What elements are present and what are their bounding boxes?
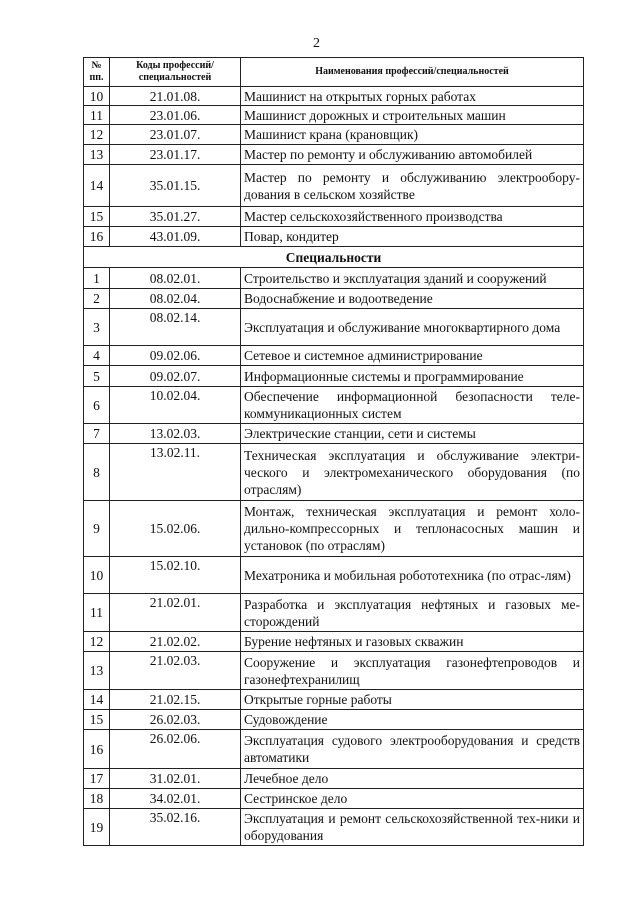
row-name: Эксплуатация и обслуживание многоквартирного дома <box>241 309 584 346</box>
row-number: 11 <box>84 106 110 125</box>
row-number: 10 <box>84 557 110 594</box>
row-number: 16 <box>84 227 110 247</box>
row-number: 15 <box>84 207 110 227</box>
professions-table <box>83 57 584 846</box>
row-number: 10 <box>84 87 110 106</box>
table-row <box>84 444 584 501</box>
row-name: Судовождение <box>241 710 584 730</box>
row-name: Машинист крана (крановщик) <box>241 125 584 145</box>
row-name: Сетевое и системное администрирование <box>241 346 584 366</box>
table-row <box>84 268 584 289</box>
row-code: 23.01.07. <box>110 125 241 145</box>
row-number: 19 <box>84 809 110 846</box>
row-number: 8 <box>84 444 110 501</box>
row-number: 12 <box>84 632 110 652</box>
row-number: 6 <box>84 387 110 424</box>
row-code: 08.02.04. <box>110 289 241 309</box>
professions-body <box>84 87 584 247</box>
row-number: 9 <box>84 501 110 557</box>
table-row <box>84 632 584 652</box>
row-code: 31.02.01. <box>110 769 241 789</box>
table-row <box>84 809 584 846</box>
row-name: Машинист дорожных и строительных машин <box>241 106 584 125</box>
row-number: 16 <box>84 730 110 769</box>
table-row <box>84 424 584 444</box>
row-number: 7 <box>84 424 110 444</box>
row-name: Открытые горные работы <box>241 690 584 710</box>
row-code: 21.02.01. <box>110 594 241 632</box>
table-row <box>84 730 584 769</box>
row-code: 35.01.27. <box>110 207 241 227</box>
table-row <box>84 165 584 207</box>
table-row <box>84 227 584 247</box>
row-code: 15.02.06. <box>110 501 241 557</box>
header-name: Наименования профессий/специальностей <box>241 58 584 87</box>
table-row <box>84 690 584 710</box>
row-number: 18 <box>84 789 110 809</box>
specialties-body <box>84 268 584 846</box>
row-name: Мастер по ремонту и обслуживанию автомобилей <box>241 145 584 165</box>
row-code: 13.02.03. <box>110 424 241 444</box>
row-name: Эксплуатация и ремонт сельскохозяйственной тех-ники и оборудования <box>241 809 584 846</box>
row-code: 13.02.11. <box>110 444 241 501</box>
row-code: 35.01.15. <box>110 165 241 207</box>
row-code: 10.02.04. <box>110 387 241 424</box>
row-code: 43.01.09. <box>110 227 241 247</box>
row-name: Мастер сельскохозяйственного производства <box>241 207 584 227</box>
row-code: 35.02.16. <box>110 809 241 846</box>
row-code: 34.02.01. <box>110 789 241 809</box>
row-number: 14 <box>84 165 110 207</box>
row-name: Обеспечение информационной безопасности теле-коммуникационных систем <box>241 387 584 424</box>
row-code: 21.02.15. <box>110 690 241 710</box>
row-name: Информационные системы и программирование <box>241 366 584 387</box>
table-row <box>84 652 584 690</box>
table-header-row <box>84 58 584 87</box>
table-row <box>84 125 584 145</box>
row-name: Бурение нефтяных и газовых скважин <box>241 632 584 652</box>
row-code: 23.01.06. <box>110 106 241 125</box>
table-row <box>84 387 584 424</box>
row-name: Повар, кондитер <box>241 227 584 247</box>
row-number: 13 <box>84 145 110 165</box>
row-number: 15 <box>84 710 110 730</box>
table-row <box>84 289 584 309</box>
row-code: 26.02.03. <box>110 710 241 730</box>
row-number: 5 <box>84 366 110 387</box>
row-name: Сооружение и эксплуатация газонефтепроводов и газонефтехранилищ <box>241 652 584 690</box>
row-number: 2 <box>84 289 110 309</box>
row-number: 11 <box>84 594 110 632</box>
table-row <box>84 769 584 789</box>
table-row <box>84 366 584 387</box>
header-code: Коды профессий/ специальностей <box>110 58 241 87</box>
row-code: 09.02.06. <box>110 346 241 366</box>
row-number: 1 <box>84 268 110 289</box>
row-code: 15.02.10. <box>110 557 241 594</box>
page-number: 2 <box>313 36 320 51</box>
row-name: Техническая эксплуатация и обслуживание электри-ческого и электромеханического оборудования (по отраслям) <box>241 444 584 501</box>
row-code: 08.02.01. <box>110 268 241 289</box>
table-row <box>84 594 584 632</box>
row-name: Строительство и эксплуатация зданий и сооружений <box>241 268 584 289</box>
row-name: Мастер по ремонту и обслуживанию электрообору-дования в сельском хозяйстве <box>241 165 584 207</box>
row-name: Машинист на открытых горных работах <box>241 87 584 106</box>
row-number: 4 <box>84 346 110 366</box>
section-title: Специальности <box>84 247 584 268</box>
row-name: Лечебное дело <box>241 769 584 789</box>
row-number: 13 <box>84 652 110 690</box>
row-code: 23.01.17. <box>110 145 241 165</box>
table-row <box>84 145 584 165</box>
row-name: Разработка и эксплуатация нефтяных и газовых ме-сторождений <box>241 594 584 632</box>
row-name: Эксплуатация судового электрооборудования и средств автоматики <box>241 730 584 769</box>
table-row <box>84 309 584 346</box>
row-code: 09.02.07. <box>110 366 241 387</box>
row-code: 26.02.06. <box>110 730 241 769</box>
row-name: Сестринское дело <box>241 789 584 809</box>
table-row <box>84 207 584 227</box>
row-number: 17 <box>84 769 110 789</box>
row-name: Монтаж, техническая эксплуатация и ремонт холо-дильно-компрессорных и теплонасосных машин и установок (по отраслям) <box>241 501 584 557</box>
row-code: 08.02.14. <box>110 309 241 346</box>
row-name: Мехатроника и мобильная робототехника (по отрас-лям) <box>241 557 584 594</box>
table-row <box>84 87 584 106</box>
header-number: № пп. <box>84 58 110 87</box>
row-code: 21.02.03. <box>110 652 241 690</box>
row-number: 12 <box>84 125 110 145</box>
table-row <box>84 789 584 809</box>
row-name: Водоснабжение и водоотведение <box>241 289 584 309</box>
row-code: 21.02.02. <box>110 632 241 652</box>
row-number: 3 <box>84 309 110 346</box>
table-row <box>84 501 584 557</box>
table-row <box>84 106 584 125</box>
row-name: Электрические станции, сети и системы <box>241 424 584 444</box>
table-row <box>84 557 584 594</box>
row-code: 21.01.08. <box>110 87 241 106</box>
section-row <box>84 247 584 268</box>
row-number: 14 <box>84 690 110 710</box>
table-row <box>84 710 584 730</box>
table-row <box>84 346 584 366</box>
